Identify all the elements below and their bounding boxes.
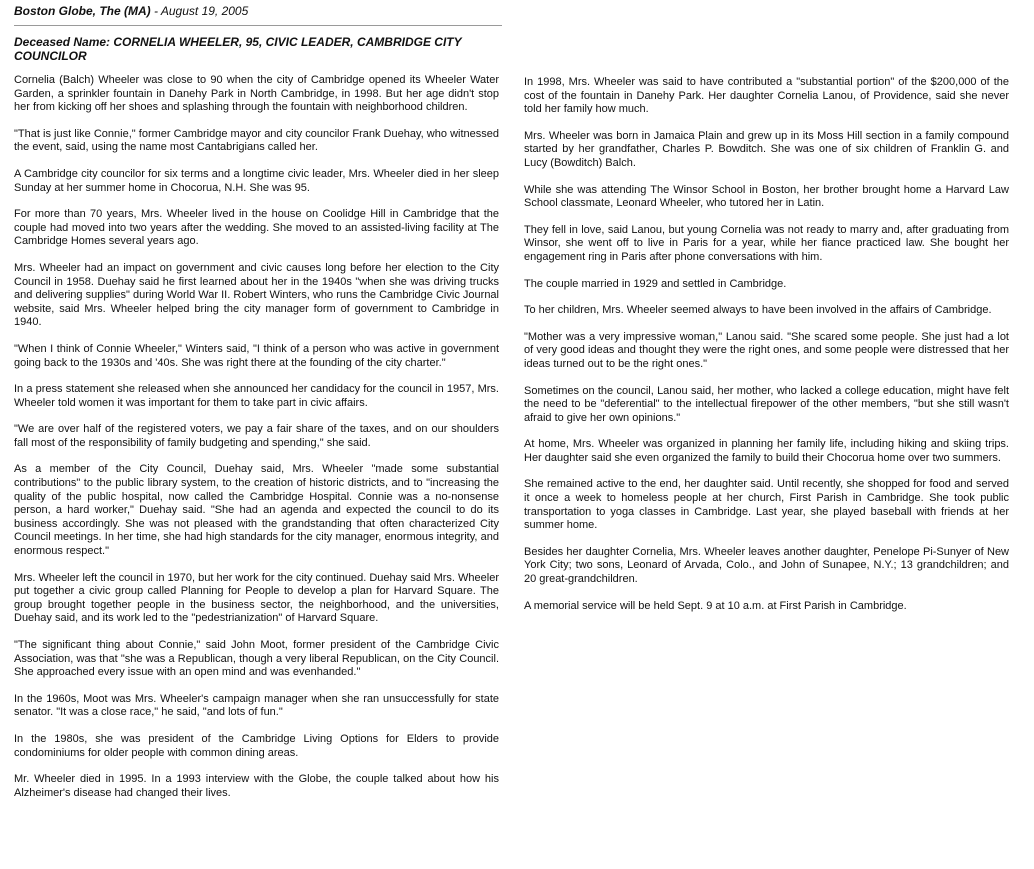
article-paragraph: "When I think of Connie Wheeler," Winters said, "I think of a person who was active in government going back to the 1930s and '40s. She was right there at the founding of the city charter." — [14, 342, 499, 369]
left-column — [14, 74, 499, 813]
publication-date: August 19, 2005 — [160, 4, 249, 18]
article-paragraph: Mr. Wheeler died in 1995. In a 1993 interview with the Globe, the couple talked about how his Alzheimer's disease had changed their lives. — [14, 773, 499, 799]
article-paragraph: A memorial service will be held Sept. 9 at 10 a.m. at First Parish in Cambridge. — [524, 599, 907, 612]
article-paragraph: For more than 70 years, Mrs. Wheeler lived in the house on Coolidge Hill in Cambridge that the couple had moved into two years after the wedding. She moved to an assisted-living facility at The Cambridge Homes several years ago. — [14, 208, 499, 248]
right-column — [524, 76, 1009, 626]
article-paragraph: Mrs. Wheeler left the council in 1970, but her work for the city continued. Duehay said Mrs. Wheeler put together a civic group called Planning for People to develop a plan for Harvard Square. The group brought together people in the business sector, the neighborhood, and the universities, Duehay said, and its work led to the "pedestrianization" of Harvard Square. — [14, 571, 499, 625]
article-paragraph: At home, Mrs. Wheeler was organized in planning her family life, including hiking and skiing trips. Her daughter said she even organized the family to build their Chocorua home over two summers. — [524, 438, 1009, 464]
article-paragraph: "That is just like Connie," former Cambridge mayor and city councilor Frank Duehay, who witnessed the event, said, using the name most Cantabrigians called her. — [14, 127, 499, 154]
article-paragraph: She remained active to the end, her daughter said. Until recently, she shopped for food and served it once a week to homeless people at her church, First Parish in Cambridge. She took public transportation to yoga classes in Cambridge. Last year, she played baseball with friends at her summer home. — [524, 478, 1009, 532]
publication-name: Boston Globe, The (MA) — [14, 4, 151, 18]
article-paragraph: To her children, Mrs. Wheeler seemed always to have been involved in the affairs of Cambridge. — [524, 304, 992, 317]
article-paragraph: Besides her daughter Cornelia, Mrs. Wheeler leaves another daughter, Penelope Pi-Sunyer of New York City; two sons, Leonard of Arvada, Colo., and John of Sunapee, N.Y.; 13 grandchildren; and 20 great-grandchildren. — [524, 545, 1009, 586]
article-paragraph: While she was attending The Winsor School in Boston, her brother brought home a Harvard Law School classmate, Leonard Wheeler, who tutored her in Latin. — [524, 183, 1009, 210]
article-paragraph: "We are over half of the registered voters, we pay a fair share of the taxes, and on our shoulders fall most of the responsibility of family budgeting and spending," she said. — [14, 423, 499, 449]
article-paragraph: "The significant thing about Connie," said John Moot, former president of the Cambridge Civic Association, was that "she was a Republican, though a very liberal Republican, on the City Council. She approached every issue with an open mind and was evenhanded." — [14, 639, 499, 679]
article-paragraph: Sometimes on the council, Lanou said, her mother, who lacked a college education, might have felt the need to be "deferential" to the intellectual firepower of the other members, "but she still wasn't afraid to give her own opinions." — [524, 384, 1009, 424]
article-paragraph: "Mother was a very impressive woman," Lanou said. "She scared some people. She just had a lot of very good ideas and thought they were the right ones, and some people were distressed that her ideas turned out to be the right ones." — [524, 330, 1009, 370]
article-paragraph: Mrs. Wheeler had an impact on government and civic causes long before her election to the City Council in 1958. Duehay said he first learned about her in the 1940s "when she was driving trucks and delivering supplies" during World War II. Robert Winters, who runs the Cambridge Civic Journal website, said Mrs. Wheeler helped bring the city manager form of government to Cambridge in 1940. — [14, 261, 499, 329]
article-paragraph: In the 1980s, she was president of the Cambridge Living Options for Elders to provide condominiums for older people with common dining areas. — [14, 732, 499, 759]
article-paragraph: The couple married in 1929 and settled in Cambridge. — [524, 277, 787, 290]
article-paragraph: Cornelia (Balch) Wheeler was close to 90 when the city of Cambridge opened its Wheeler Water Garden, a sprinkler fountain in Danehy Park in North Cambridge, in 1998. But her age didn't stop her from kicking off her shoes and splashing through the fountain with neighborhood children. — [14, 74, 499, 114]
article-header — [14, 4, 502, 19]
article-paragraph: In the 1960s, Moot was Mrs. Wheeler's campaign manager when she ran unsuccessfully for state senator. "It was a close race," he said, "and lots of fun." — [14, 692, 499, 719]
article-paragraph: They fell in love, said Lanou, but young Cornelia was not ready to marry and, after graduating from Winsor, she went off to live in Paris for a year, while her fiance practiced law. She bought her engagement ring in Paris after phone conversations with him. — [524, 223, 1009, 263]
article-paragraph: Mrs. Wheeler was born in Jamaica Plain and grew up in its Moss Hill section in a family compound started by her grandfather, Charles P. Bowditch. She was one of six children of Franklin G. and Lucy (Bowditch) Balch. — [524, 129, 1009, 169]
article-paragraph: As a member of the City Council, Duehay said, Mrs. Wheeler "made some substantial contributions" to the public library system, to the creation of historic districts, and to "increasing the quality of the public hospital, now called the Cambridge Hospital. Connie was a no-nonsense person, a hard worker," Duehay said. "She had an agenda and expected the council to do its business accordingly. She was not pleased with the grandstanding that often characterized City Council meetings. In her time, she had high standards for the city manager, enormous integrity, and enormous respect." — [14, 463, 499, 558]
article-title: Deceased Name: CORNELIA WHEELER, 95, CIVIC LEADER, CAMBRIDGE CITY COUNCILOR — [14, 35, 462, 63]
article-paragraph: In 1998, Mrs. Wheeler was said to have contributed a "substantial portion" of the $200,000 of the cost of the fountain in Danehy Park. Her daughter Cornelia Lanou, of Providence, said she never told her family how much. — [524, 76, 1009, 116]
article-paragraph: In a press statement she released when she announced her candidacy for the council in 1957, Mrs. Wheeler told women it was important for them to take part in civic affairs. — [14, 383, 499, 409]
header-divider — [14, 25, 502, 26]
header-separator: - — [150, 4, 161, 18]
article-paragraph: A Cambridge city councilor for six terms and a longtime civic leader, Mrs. Wheeler died in her sleep Sunday at her summer home in Chocorua, N.H. She was 95. — [14, 167, 499, 194]
